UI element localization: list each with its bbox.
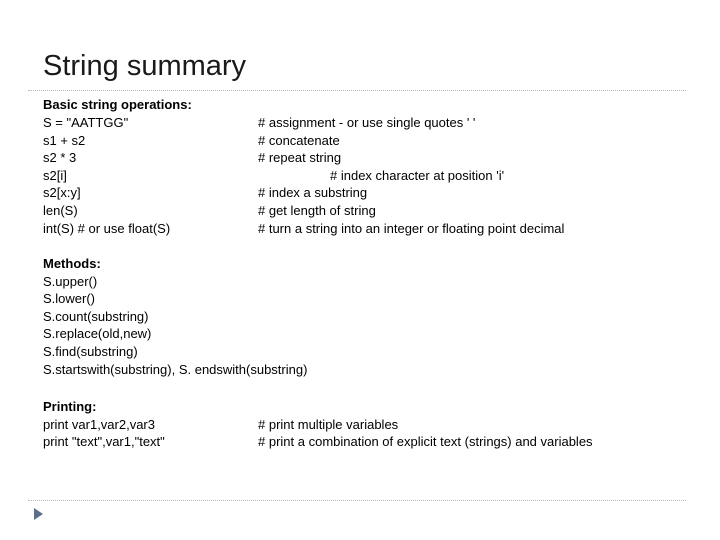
printing-comment: # print a combination of explicit text (strings) and variables [258,434,593,450]
basic-comment: # turn a string into an integer or floating point decimal [258,220,565,236]
methods-heading: Methods: [43,256,101,271]
basic-comment: # assignment - or use single quotes ' ' [258,115,476,130]
basic-heading: Basic string operations: [43,97,192,112]
method-item: S.find(substring) [43,344,138,359]
basic-code: s2 * 3 [43,150,77,166]
method-item: S.startswith(substring), S. endswith(substring) [43,361,308,377]
basic-comment: # concatenate [258,132,340,148]
footer-divider [28,500,686,501]
printing-heading: Printing: [43,399,97,414]
method-item: S.replace(old,new) [43,326,152,342]
basic-code: S = "AATTGG" [43,115,129,130]
title-divider [28,90,686,91]
slide-title: String summary [43,50,247,82]
basic-code: s2[x:y] [43,185,81,201]
printing-comment: # print multiple variables [258,416,399,432]
basic-comment: # repeat string [258,150,342,166]
triangle-right-icon[interactable] [34,508,43,520]
method-item: S.lower() [43,291,96,307]
basic-code: s2[i] [43,167,67,183]
method-item: S.count(substring) [43,308,149,324]
basic-code: int(S) # or use float(S) [43,220,171,236]
basic-code: s1 + s2 [43,132,86,148]
basic-comment: # get length of string [258,203,376,218]
printing-code: print var1,var2,var3 [43,416,155,432]
basic-comment: # index a substring [258,185,368,201]
basic-comment: # index character at position 'i' [330,167,505,183]
printing-code: print "text",var1,"text" [43,434,165,450]
method-item: S.upper() [43,273,98,289]
basic-code: len(S) [43,203,78,218]
